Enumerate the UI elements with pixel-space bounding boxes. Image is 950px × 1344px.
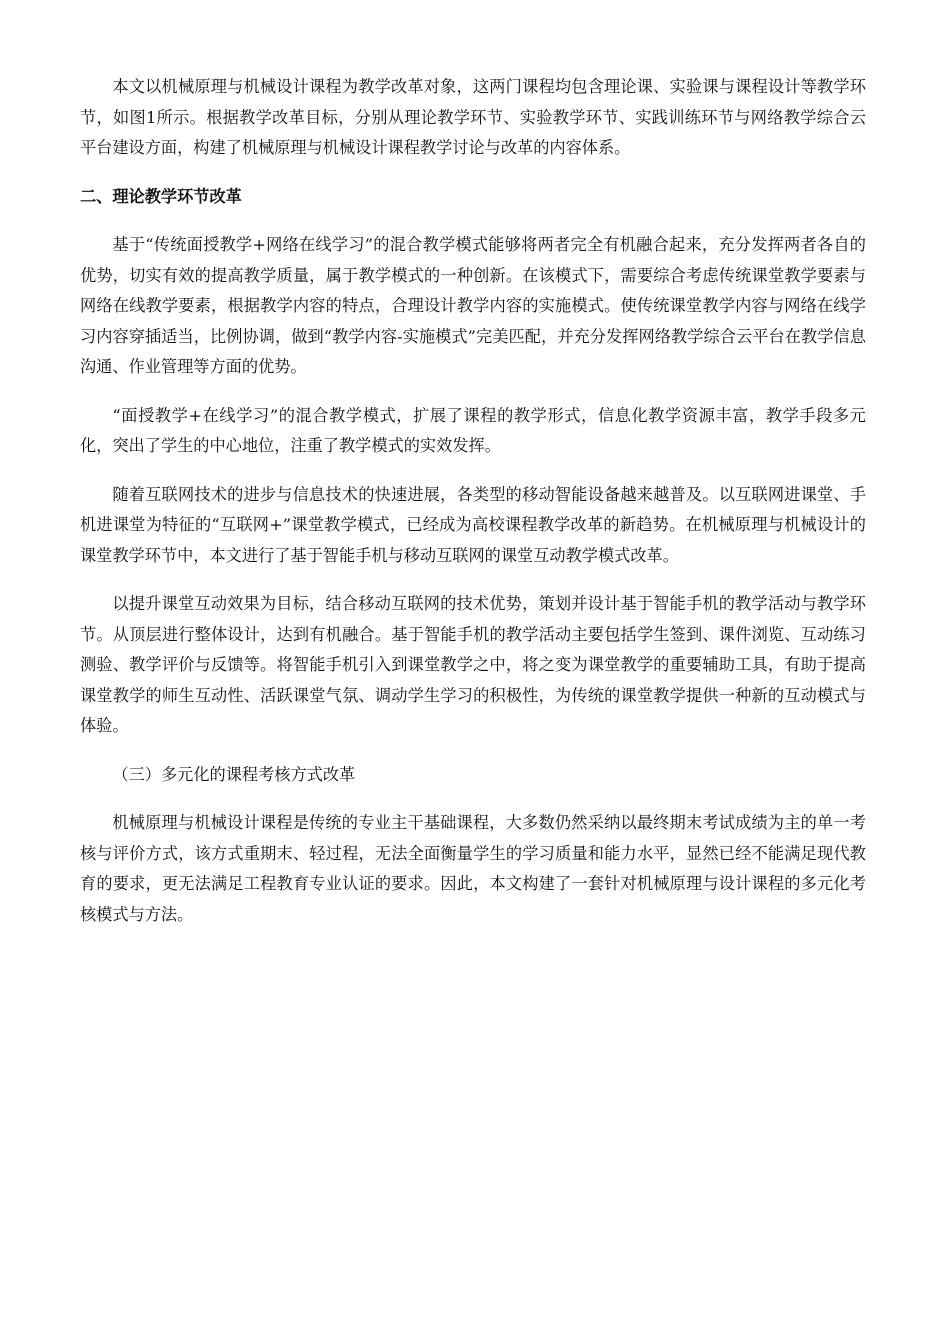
paragraph-intro: 本文以机械原理与机械设计课程为教学改革对象，这两门课程均包含理论课、实验课与课程设计等教学环节，如图1所示。根据教学改革目标，分别从理论教学环节、实验教学环节、实践训练环节与网络教学综合云平台建设方面，构建了机械原理与机械设计课程教学讨论与改革的内容体系。	[80, 77, 866, 157]
spacer	[80, 383, 866, 401]
spacer	[80, 742, 866, 760]
paragraph-internet-plus: 随着互联网技术的进步与信息技术的快速进展，各类型的移动智能设备越来越普及。以互联网进课堂、手机进课堂为特征的“互联网+”课堂教学模式，已经成为高校课程教学改革的新趋势。在机械原理与机械设计的课堂教学环节中，本文进行了基于智能手机与移动互联网的课堂互动教学模式改革。	[80, 484, 866, 565]
spacer	[80, 790, 866, 808]
section-heading-theory-teaching: 二、理论教学环节改革	[80, 186, 242, 206]
spacer	[80, 462, 866, 480]
paragraph-blended-mode-benefits: “面授教学+在线学习”的混合教学模式，扩展了课程的教学形式，信息化教学资源丰富，教学手段多元化，突出了学生的中心地位，注重了教学模式的实效发挥。	[80, 405, 866, 455]
subsection-heading-assessment-reform: （三）多元化的课程考核方式改革	[112, 764, 356, 784]
spacer	[80, 212, 866, 230]
paragraph-smartphone-interaction: 以提升课堂互动效果为目标，结合移动互联网的技术优势，策划并设计基于智能手机的教学活动与教学环节。从顶层进行整体设计，达到有机融合。基于智能手机的教学活动主要包括学生签到、课件浏览、互动练习测验、教学评价与反馈等。将智能手机引入到课堂教学之中，将之变为课堂教学的重要辅助工具，有助于提高课堂教学的师生互动性、活跃课堂气氛、调动学生学习的积极性，为传统的课堂教学提供一种新的互动模式与体验。	[80, 594, 866, 735]
paragraph-assessment: 机械原理与机械设计课程是传统的专业主干基础课程，大多数仍然采纳以最终期末考试成绩为主的单一考核与评价方式，该方式重期末、轻过程，无法全面衡量学生的学习质量和能力水平，显然已经不能满足现代教育的要求，更无法满足工程教育专业认证的要求。因此，本文构建了一套针对机械原理与设计课程的多元化考核模式与方法。	[80, 813, 866, 924]
spacer	[80, 571, 866, 589]
paragraph-blended-teaching: 基于“传统面授教学+网络在线学习”的混合教学模式能够将两者完全有机融合起来，充分发挥两者各自的优势，切实有效的提高教学质量，属于教学模式的一种创新。在该模式下，需要综合考虑传统课堂教学要素与网络在线教学要素，根据教学内容的特点，合理设计教学内容的实施模式。使传统课堂教学内容与网络在线学习内容穿插适当，比例协调，做到“教学内容-实施模式”完美匹配，并充分发挥网络教学综合云平台在教学信息沟通、作业管理等方面的优势。	[80, 235, 866, 376]
document-page	[80, 72, 866, 930]
spacer	[80, 164, 866, 182]
